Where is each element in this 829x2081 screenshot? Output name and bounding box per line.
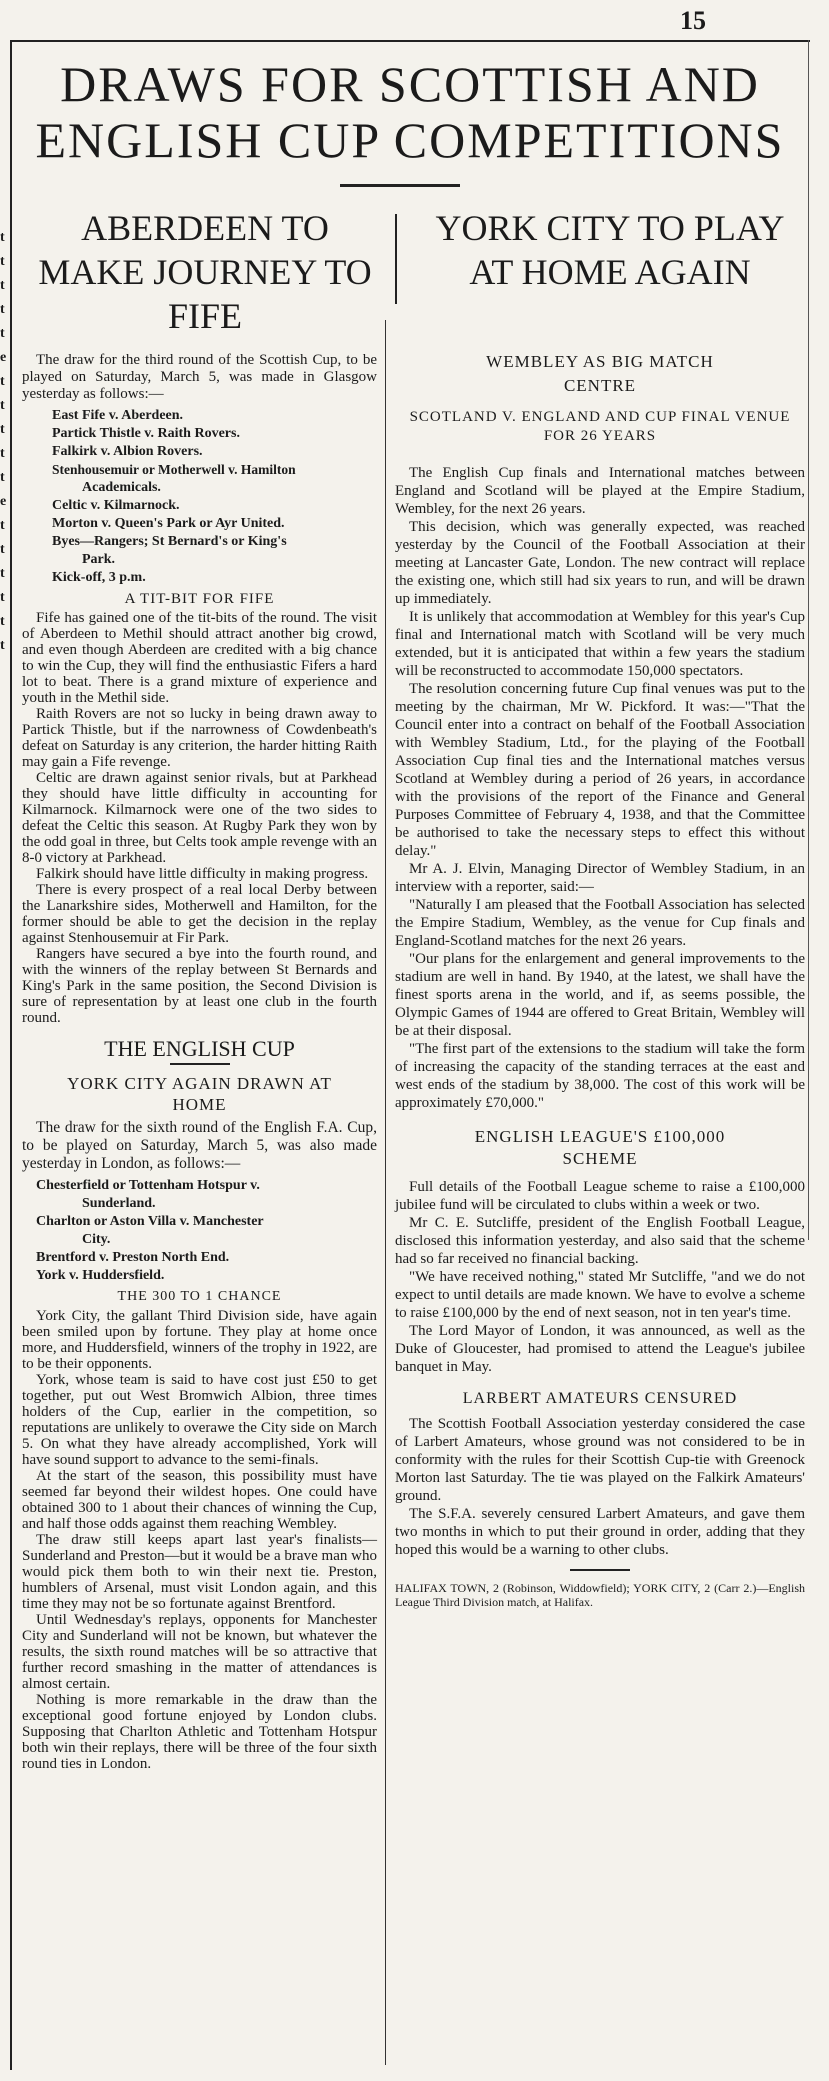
larbert-paragraph: The S.F.A. severely censured Larbert Amateurs, and gave them two months in which to put their ground in order, adding that they hoped this would be a warning to other clubs. [395,1506,805,1558]
wembley-body [395,464,805,1112]
subhead-divider [395,214,397,304]
wembley-paragraph: Mr A. J. Elvin, Managing Director of Wembley Stadium, in an interview with a reporter, said:— [395,861,805,895]
adjacent-column-fragment: t t t t t e t t t t t e t t t t t t [0,230,7,653]
league-heading: ENGLISH LEAGUE'S £100,000 SCHEME [474,1127,726,1168]
english-cup-heading: THE ENGLISH CUP [104,1036,295,1061]
wembley-paragraph: The English Cup finals and International matches between England and Scotland will be played at the Empire Stadium, Wembley, for the next 26 years. [395,465,805,517]
english-paragraph: Nothing is more remarkable in the draw than the exceptional good fortune enjoyed by London clubs. Supposing that Charlton Athletic and Tottenham Hotspur both win their replays, there will be three of the four sixth round ties in London. [22,1692,377,1772]
tit-bit-heading: A TIT-BIT FOR FIFE [124,591,275,607]
wembley-paragraph: The resolution concerning future Cup final venues was put to the meeting by the chairman, Mr W. Pickford. It was:—"That the Council enter into a contract on behalf of the Football Association with Wembley Stadium, Ltd., for the playing of the Football Association Cup final ties and the International matches versus Scotland at Wembley during a period of 26 years, in accordance with the provisions of the report of the Finance and General Purposes Committee of February 4, 1938, and that the Committee be authorised to take the necessary steps to effect this without delay." [395,681,805,859]
fixture-item: Morton v. Queen's Park or Ayr United. [52,516,285,531]
right-subheadline: YORK CITY TO PLAY AT HOME AGAIN [435,208,785,292]
wembley-heading: WEMBLEY AS BIG MATCH CENTRE [486,352,714,395]
fixture-item: Sunderland. [82,1196,156,1211]
fixture-item: Partick Thistle v. Raith Rovers. [52,426,240,441]
right-column [395,350,805,1609]
fixture-item: Byes—Rangers; St Bernard's or King's [52,534,287,549]
larbert-body [395,1415,805,1559]
larbert-article [395,1390,805,1609]
league-paragraph: Full details of the Football League scheme to raise a £100,000 jubilee fund will be circulated to clubs within a week or two. [395,1179,805,1213]
scottish-paragraph: Fife has gained one of the tit-bits of the round. The visit of Aberdeen to Methil should attract another big crowd, and even though Aberdeen are credited with a big chance to win the Cup, they will find the enthusiastic Fifers a hard lot to beat. There is a grand mixture of experience and youth in the Methil side. [22,610,377,706]
league-paragraph: "We have received nothing," stated Mr Sutcliffe, "and we do not expect to until details are made known. We have to evolve a scheme to raise £100,000 by the end of next season, not in ten year's time. [395,1269,805,1321]
fixture-item: York v. Huddersfield. [36,1268,165,1283]
wembley-paragraph: This decision, which was generally expected, was reached yesterday by the Council of the Football Association at their meeting at Lancaster Gate, London. The new contract will replace the existing one, which still had six years to run, and will be drawn up immediately. [395,519,805,607]
fixture-item: Charlton or Aston Villa v. Manchester [36,1214,264,1229]
english-fixtures [22,1177,377,1285]
scottish-body [22,610,377,1026]
left-frame-rule [10,40,12,2070]
main-headline: DRAWS FOR SCOTTISH AND ENGLISH CUP COMPETITIONS [35,56,785,168]
top-rule [10,40,810,42]
fixture-item: City. [82,1232,111,1247]
english-body [22,1308,377,1772]
wembley-paragraph: "The first part of the extensions to the stadium will take the form of increasing the capacity of the standing terraces at the east and west ends of the stadium by 38,000. The cost of this work will be approximately £70,000." [395,1041,805,1111]
league-article [395,1126,805,1376]
larbert-paragraph: The Scottish Football Association yesterday considered the case of Larbert Amateurs, whose ground was not considered to be in conformity with the rules for their Scottish Cup-tie with Greenock Morton last Saturday. The tie was played on the Falkirk Amateurs' ground. [395,1416,805,1504]
scottish-paragraph: There is every prospect of a real local Derby between the Lanarkshire sides, Motherwell and Hamilton, for the former should be able to get the decision in the replay against Stenhousemuir at Fir Park. [22,882,377,946]
section-rule [170,1063,230,1065]
fixture-item: East Fife v. Aberdeen. [52,408,184,423]
league-body [395,1178,805,1376]
wembley-subheading: SCOTLAND V. ENGLAND AND CUP FINAL VENUE FOR 26 YEARS [409,409,791,444]
scottish-intro: The draw for the third round of the Scottish Cup, to be played on Saturday, March 5, was made in Glasgow yesterday as follows:— [22,352,377,402]
wembley-article [395,350,805,1112]
column-divider [385,320,386,2065]
fixture-item: Falkirk v. Albion Rovers. [52,444,203,459]
english-intro: The draw for the sixth round of the English F.A. Cup, to be played on Saturday, March 5, was also made yesterday in London, as follows:— [22,1119,377,1172]
wembley-paragraph: It is unlikely that accommodation at Wembley for this year's Cup final and International match with Scotland will be very much extended, but it is anticipated that within a few years the stadium will be reconstructed to accommodate 150,000 spectators. [395,609,805,679]
english-paragraph: Until Wednesday's replays, opponents for Manchester City and Sunderland will not be known, but whatever the results, the sixth round matches will be so attractive that further record smashing in the matter of attendances is almost certain. [22,1612,377,1692]
league-paragraph: Mr C. E. Sutcliffe, president of the English Football League, disclosed this information yesterday, and also said that the scheme had so far received no financial backing. [395,1215,805,1267]
page-number: 15 [680,6,706,35]
larbert-heading: LARBERT AMATEURS CENSURED [462,1390,738,1407]
fixture-item: Chesterfield or Tottenham Hotspur v. [36,1178,260,1193]
english-cup-article [22,1036,377,1772]
fixture-item: Academicals. [82,480,161,495]
headline-rule [340,184,460,187]
scottish-paragraph: Rangers have secured a bye into the fourth round, and with the winners of the replay between St Bernards and King's Park in the same position, the Second Division is sure of representation by at least one club in the fourth round. [22,946,377,1026]
fixture-item: Celtic v. Kilmarnock. [52,498,180,513]
english-paragraph: At the start of the season, this possibility must have seemed far beyond their wildest hopes. One could have obtained 300 to 1 about their chances of winning the Cup, and half those odds against them reaching Wembley. [22,1468,377,1532]
fixture-item: Brentford v. Preston North End. [36,1250,230,1265]
league-paragraph: The Lord Mayor of London, it was announced, as well as the Duke of Gloucester, had promised to attend the League's jubilee banquet in May. [395,1323,805,1375]
scottish-paragraph: Raith Rovers are not so lucky in being drawn away to Partick Thistle, but if the narrowness of Cowdenbeath's defeat on Saturday is any criterion, the harder hitting Raith may gain a Fife revenge. [22,706,377,770]
section-rule [570,1569,630,1571]
wembley-paragraph: "Our plans for the enlargement and general improvements to the stadium are well in hand. By 1940, at the latest, we shall have the finest sports arena in the world, and if, as seems possible, the Olympic Games of 1944 are offered to Great Britain, Wembley will be at their disposal. [395,951,805,1039]
wembley-paragraph: "Naturally I am pleased that the Football Association has selected the Empire Stadium, Wembley, as the venue for Cup finals and England-Scotland matches for the next 26 years. [395,897,805,949]
result-note [395,1581,805,1609]
fixture-item: Kick-off, 3 p.m. [52,570,146,585]
scottish-paragraph: Falkirk should have little difficulty in making progress. [36,866,369,882]
fixture-item: Park. [82,552,116,567]
chance-heading: THE 300 TO 1 CHANCE [117,1289,282,1304]
york-subheading: YORK CITY AGAIN DRAWN AT HOME [67,1074,332,1114]
left-subheadline: ABERDEEN TO MAKE JOURNEY TO FIFE [38,208,372,336]
english-paragraph: York City, the gallant Third Division side, have again been smiled upon by fortune. They play at home once more, and Huddersfield, winners of the trophy in 1922, are to be their opponents. [22,1308,377,1372]
scottish-cup-article [22,352,377,1026]
fixture-item: Stenhousemuir or Motherwell v. Hamilton [52,462,296,477]
result-note-text: HALIFAX TOWN, 2 (Robinson, Widdowfield); YORK CITY, 2 (Carr 2.)—English League Third Division match, at Halifax. [395,1581,805,1609]
scottish-paragraph: Celtic are drawn against senior rivals, but at Parkhead they should have little difficulty in accounting for Kilmarnock. Kilmarnock were one of the two sides to defeat the Celtic this season. At Rugby Park they won by the odd goal in three, but Celts took ample revenge with an 8-0 victory at Parkhead. [22,770,377,866]
left-column [22,352,377,1772]
english-paragraph: York, whose team is said to have cost just £50 to get together, put out West Bromwich Albion, three times holders of the Cup, earlier in the competition, so reputations are unlikely to overawe the City side on March 5. On what they have already accomplished, York will have sound support to advance to the semi-finals. [22,1372,377,1468]
right-frame-rule [808,40,809,1240]
english-paragraph: The draw still keeps apart last year's finalists—Sunderland and Preston—but it would be a brave man who would pick them both to win their next tie. Preston, humblers of Arsenal, must visit London again, and this time they may not be so fortunate against Brentford. [22,1532,377,1612]
scottish-fixtures [22,407,377,587]
